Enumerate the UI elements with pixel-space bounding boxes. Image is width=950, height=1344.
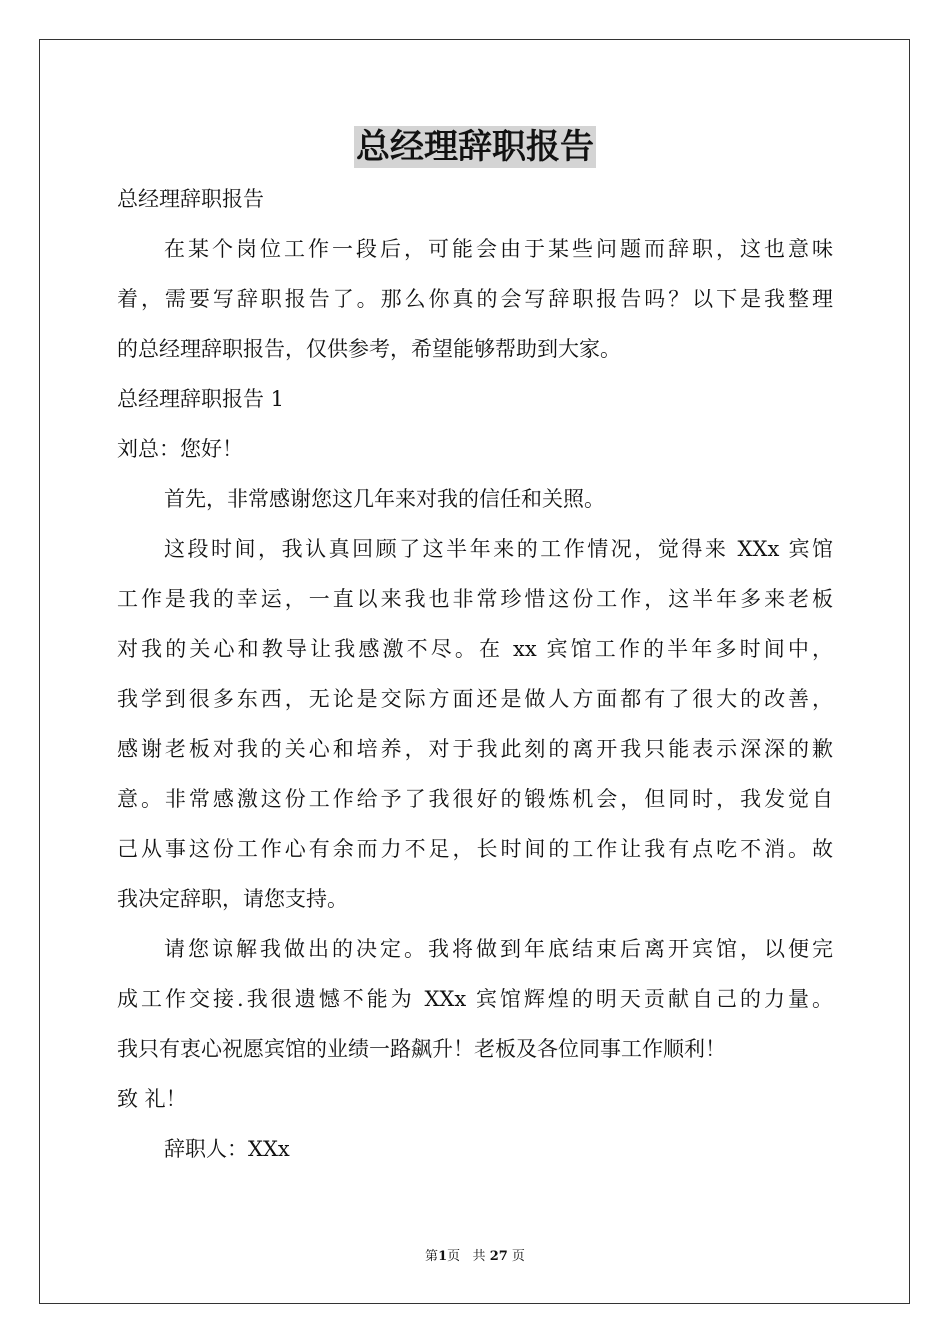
title-container	[0, 126, 950, 168]
body-line: 成工作交接.我很遗憾不能为 XXx 宾馆辉煌的明天贡献自己的力量。	[117, 987, 833, 1011]
body-line: 我决定辞职，请您支持。	[117, 887, 348, 911]
body-line: 刘总：您好！	[117, 437, 243, 461]
body-line: 我学到很多东西，无论是交际方面还是做人方面都有了很大的改善，	[117, 687, 833, 711]
footer-prefix: 第	[425, 1249, 439, 1264]
footer-total-pages: 27	[489, 1249, 508, 1264]
body-line: 工作是我的幸运，一直以来我也非常珍惜这份工作，这半年多来老板	[117, 587, 833, 611]
body-line: 请您谅解我做出的决定。我将做到年底结束后离开宾馆，以便完	[164, 937, 833, 961]
body-line: 在某个岗位工作一段后，可能会由于某些问题而辞职，这也意味	[164, 237, 833, 261]
footer-total-unit: 页	[511, 1249, 525, 1264]
body-line: 首先，非常感谢您这几年来对我的信任和关照。	[164, 487, 605, 511]
body-line: 感谢老板对我的关心和培养，对于我此刻的离开我只能表示深深的歉	[117, 737, 833, 761]
document-body	[117, 174, 833, 1174]
body-line: 总经理辞职报告 1	[117, 387, 285, 411]
body-line: 对我的关心和教导让我感激不尽。在 xx 宾馆工作的半年多时间中，	[117, 637, 833, 661]
body-line: 我只有衷心祝愿宾馆的业绩一路飙升！老板及各位同事工作顺利！	[117, 1037, 726, 1061]
body-line: 总经理辞职报告	[117, 187, 264, 211]
body-line: 这段时间，我认真回顾了这半年来的工作情况，觉得来 XXx 宾馆	[164, 537, 833, 561]
footer-page-number: 1	[438, 1249, 448, 1264]
body-line: 致 礼！	[117, 1087, 187, 1111]
body-line: 着，需要写辞职报告了。那么你真的会写辞职报告吗？以下是我整理	[117, 287, 833, 311]
body-line: 己从事这份工作心有余而力不足，长时间的工作让我有点吃不消。故	[117, 837, 833, 861]
page-footer	[0, 1248, 950, 1266]
body-line: 的总经理辞职报告，仅供参考，希望能够帮助到大家。	[117, 337, 621, 361]
body-line: 辞职人：XXx	[164, 1137, 290, 1161]
document-title: 总经理辞职报告	[356, 127, 594, 167]
footer-total-prefix: 共	[472, 1249, 486, 1264]
footer-page-unit: 页	[447, 1249, 461, 1264]
body-line: 意。非常感激这份工作给予了我很好的锻炼机会，但同时，我发觉自	[117, 787, 833, 811]
